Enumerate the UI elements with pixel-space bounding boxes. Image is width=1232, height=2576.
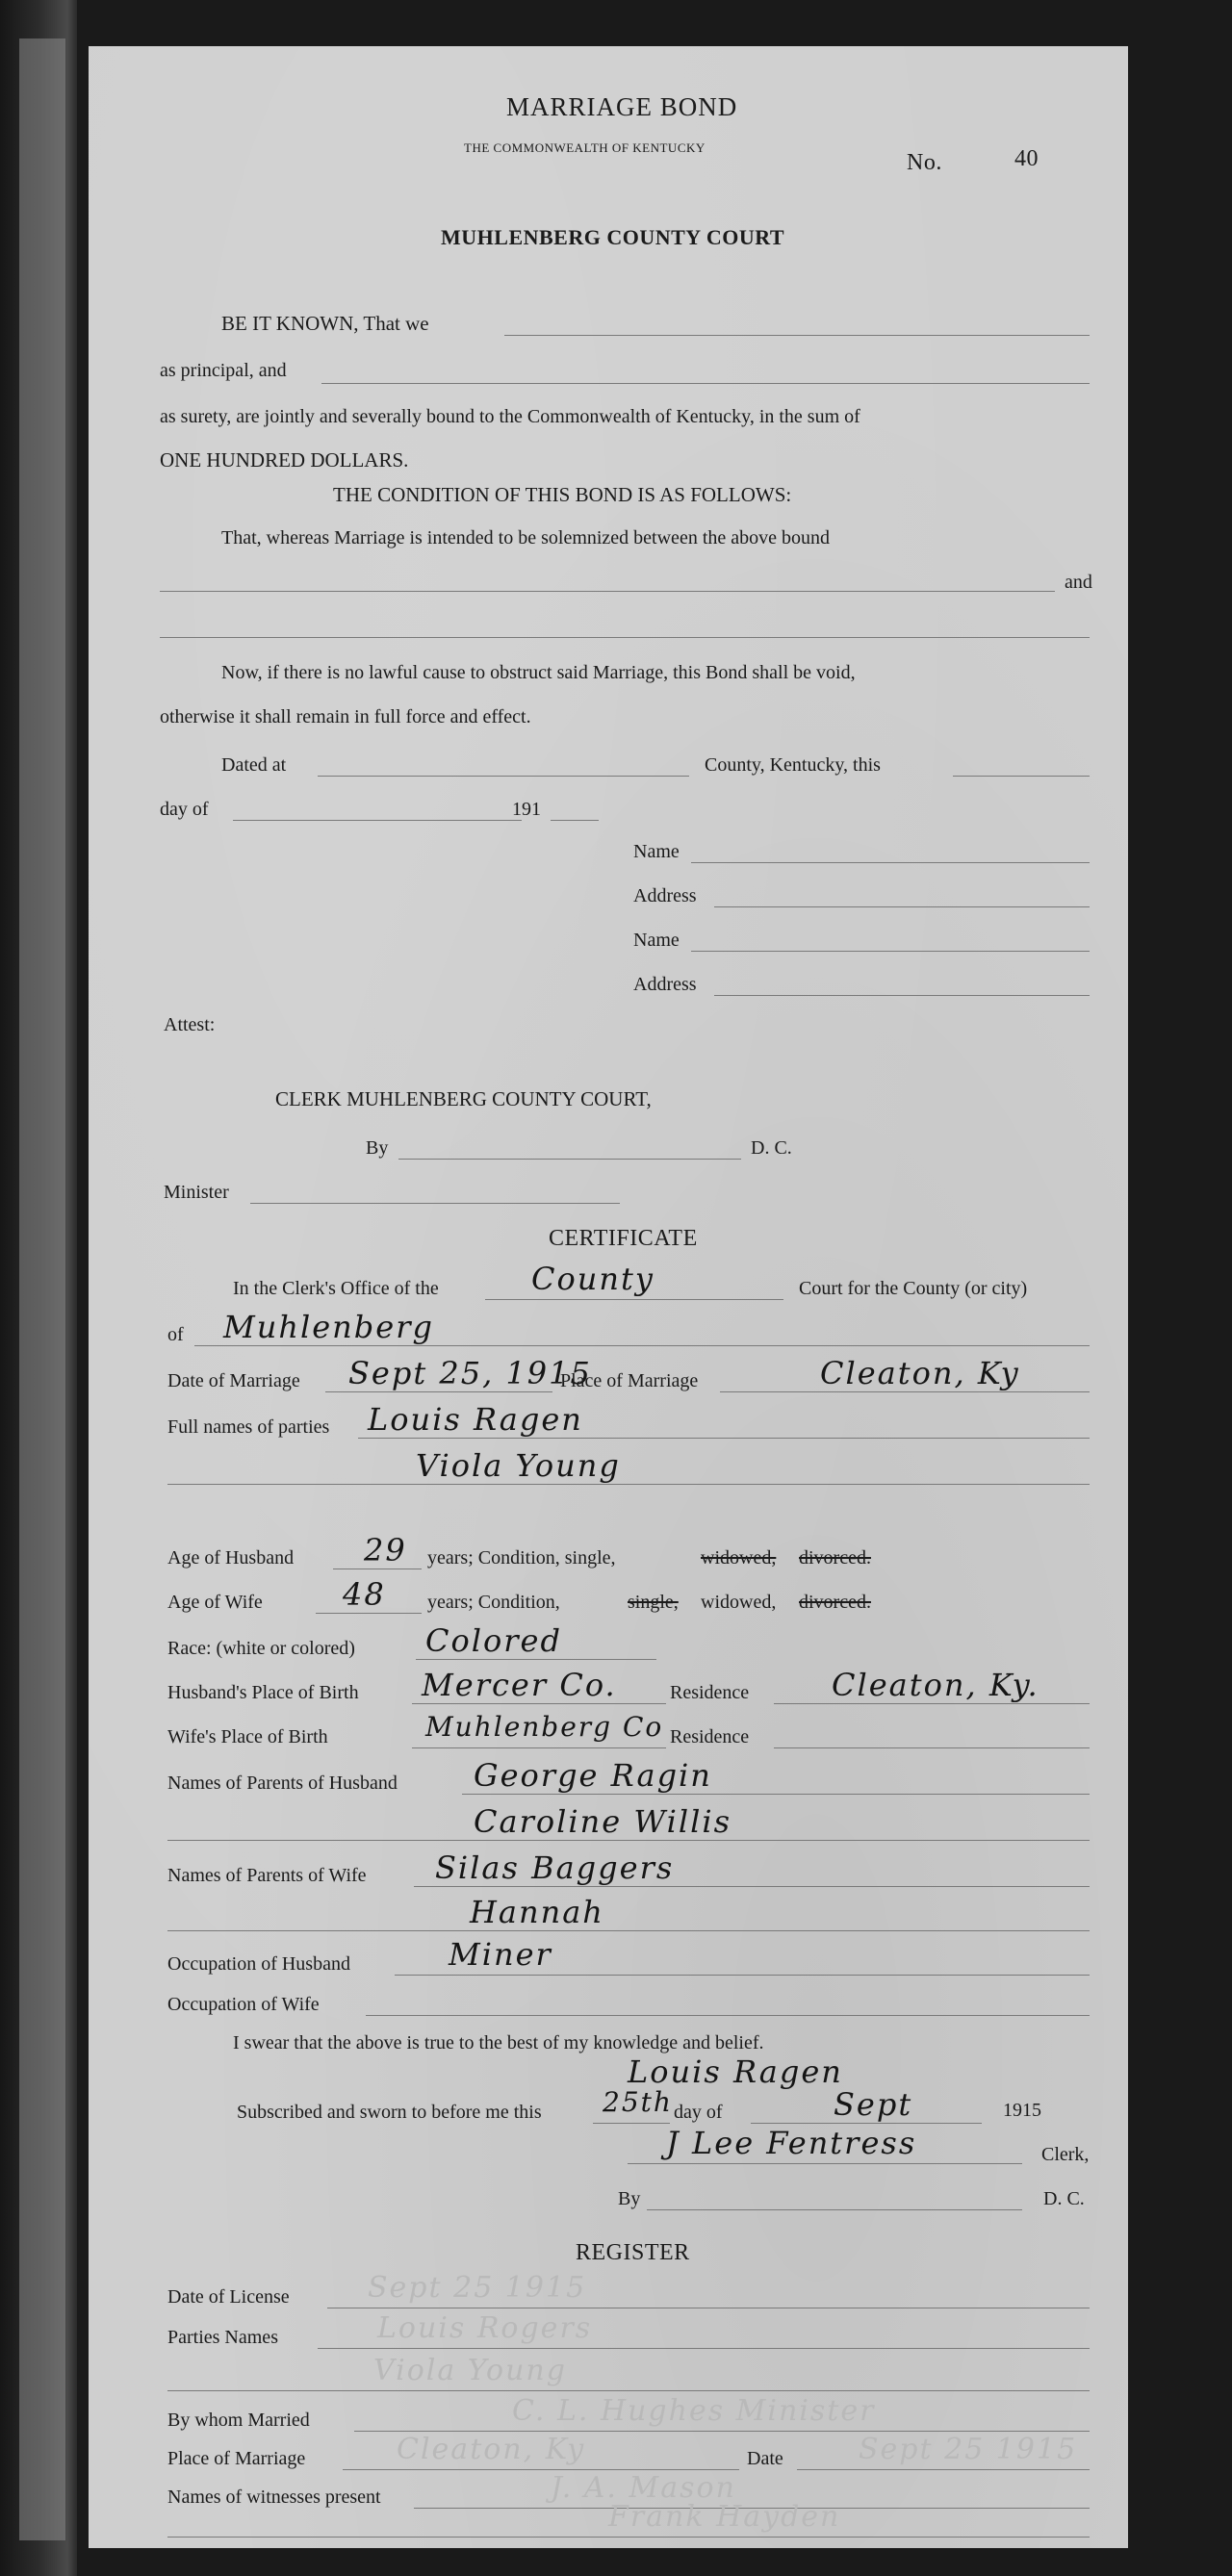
party2-line [167, 1484, 1090, 1485]
parent-husband-1-handwritten: George Ragin [474, 1757, 712, 1794]
wife-residence-line [774, 1747, 1090, 1748]
whereas-text: That, whereas Marriage is intended to be solemnized between the above bound [221, 527, 831, 548]
minister-line [250, 1203, 620, 1204]
witnesses-label: Names of witnesses present [167, 2487, 381, 2508]
parent-wife-2-handwritten: Hannah [470, 1894, 604, 1930]
wife-birth-line [412, 1747, 666, 1748]
document-subtitle: THE COMMONWEALTH OF KENTUCKY [464, 140, 706, 155]
age-wife-label: Age of Wife [167, 1592, 263, 1613]
name-label-2: Name [633, 930, 680, 951]
bond-dc-label: D. C. [751, 1137, 792, 1159]
year-line [551, 820, 599, 821]
date-license-label: Date of License [167, 2286, 290, 2308]
parents-wife-label: Names of Parents of Wife [167, 1865, 367, 1886]
lawful-cause-text: Now, if there is no lawful cause to obstruct said Marriage, this Bond shall be void, [221, 662, 856, 683]
marriage-bond-document [89, 46, 1128, 2548]
sworn-day-handwritten: 25th [603, 2086, 673, 2118]
county-kentucky-label: County, Kentucky, this [705, 754, 881, 776]
certificate-heading: CERTIFICATE [549, 1226, 698, 1251]
adjacent-page-strip [0, 0, 77, 2576]
occ-husband-handwritten: Miner [449, 1936, 552, 1973]
party1-handwritten: Louis Ragen [368, 1401, 583, 1438]
address-line-2 [714, 995, 1090, 996]
register-date-handwritten: Sept 25 1915 [859, 2433, 1078, 2466]
and-label: and [1065, 572, 1092, 593]
parents-husband-label: Names of Parents of Husband [167, 1773, 398, 1794]
register-heading: REGISTER [576, 2240, 690, 2265]
husband-residence-line [774, 1703, 1090, 1704]
wife-single-struck: single, [628, 1592, 679, 1613]
race-label: Race: (white or colored) [167, 1638, 355, 1659]
husband-residence-label: Residence [670, 1682, 750, 1703]
county-line [194, 1345, 1090, 1346]
parties-names-label: Parties Names [167, 2327, 278, 2348]
register-place-handwritten: Cleaton, Ky [397, 2433, 586, 2466]
bond-amount: ONE HUNDRED DOLLARS. [160, 448, 409, 472]
address-label-1: Address [633, 885, 697, 906]
age-wife-condition: years; Condition, [427, 1592, 560, 1613]
wife-birth-label: Wife's Place of Birth [167, 1726, 328, 1747]
witness2-line [167, 2537, 1090, 2538]
day-of-label-cert: day of [674, 2102, 723, 2123]
surety-name-line [321, 383, 1090, 384]
bond-by-label: By [366, 1137, 389, 1159]
parent-wife-1-line [414, 1886, 1090, 1887]
dated-at-label: Dated at [221, 754, 287, 776]
date-license-handwritten: Sept 25 1915 [368, 2271, 587, 2305]
wife-birth-handwritten: Muhlenberg Co [425, 1711, 664, 1743]
minister-label: Minister [164, 1182, 229, 1203]
by-whom-married-line [354, 2431, 1090, 2432]
of-label: of [167, 1324, 184, 1345]
witness1-handwritten: J. A. Mason [551, 2471, 736, 2505]
date-of-marriage-handwritten: Sept 25, 1915 [348, 1355, 592, 1391]
register-party2-handwritten: Viola Young [373, 2354, 567, 2387]
bond-number: 40 [1014, 146, 1039, 171]
year-prefix: 191 [512, 799, 541, 820]
subscribed-label: Subscribed and sworn to before me this [237, 2102, 542, 2123]
parent-husband-1-line [462, 1794, 1090, 1795]
document-title: MARRIAGE BOND [506, 92, 738, 121]
surety-text: as surety, are jointly and severally bound to the Commonwealth of Kentucky, in the sum of [160, 406, 860, 427]
dated-at-line [318, 776, 689, 777]
full-force-text: otherwise it shall remain in full force and effect. [160, 706, 531, 727]
occ-wife-label: Occupation of Wife [167, 1994, 320, 2015]
date-of-marriage-label: Date of Marriage [167, 1370, 300, 1391]
name-label-1: Name [633, 841, 680, 862]
county-name-handwritten: Muhlenberg [223, 1309, 434, 1345]
wife-divorced-struck: divorced. [799, 1592, 871, 1613]
by-whom-married-label: By whom Married [167, 2410, 310, 2431]
husband-residence-handwritten: Cleaton, Ky. [832, 1667, 1040, 1703]
parent-husband-2-handwritten: Caroline Willis [474, 1803, 732, 1840]
court-heading: MUHLENBERG COUNTY COURT [441, 225, 785, 249]
age-wife-line [316, 1613, 422, 1614]
age-husband-condition: years; Condition, single, [427, 1547, 616, 1569]
register-place-line [343, 2469, 739, 2470]
bound-party-line-2 [160, 637, 1090, 638]
parent-wife-1-handwritten: Silas Baggers [435, 1849, 675, 1886]
husband-widowed-struck: widowed, [701, 1547, 777, 1569]
husband-birth-label: Husband's Place of Birth [167, 1682, 359, 1703]
cert-clerk-label: Clerk, [1041, 2144, 1090, 2165]
cert-dc-label: D. C. [1043, 2188, 1085, 2209]
party-signature: Louis Ragen [628, 2053, 843, 2090]
register-party1-line [318, 2348, 1090, 2349]
address-label-2: Address [633, 974, 697, 995]
witness2-handwritten: Frank Hayden [608, 2500, 841, 2534]
full-names-label: Full names of parties [167, 1416, 330, 1438]
register-date-label: Date [747, 2448, 783, 2469]
condition-heading: THE CONDITION OF THIS BOND IS AS FOLLOWS: [333, 483, 792, 506]
number-label: No. [907, 150, 942, 175]
husband-birth-handwritten: Mercer Co. [422, 1667, 617, 1703]
cert-by-line [647, 2209, 1022, 2210]
register-party2-line [167, 2390, 1090, 2391]
day-of-label: day of [160, 799, 209, 820]
husband-birth-line [412, 1703, 666, 1704]
sworn-month-line [751, 2123, 982, 2124]
husband-divorced-struck: divorced. [799, 1547, 871, 1569]
court-for-label: Court for the County (or city) [799, 1278, 1028, 1299]
dated-day-line [953, 776, 1090, 777]
clerk-court-label: CLERK MUHLENBERG COUNTY COURT, [275, 1087, 652, 1110]
place-of-marriage-handwritten: Cleaton, Ky [820, 1355, 1020, 1391]
attest-label: Attest: [164, 1014, 216, 1035]
swear-text: I swear that the above is true to the best of my knowledge and belief. [233, 2032, 764, 2053]
as-principal-text: as principal, and [160, 360, 287, 381]
date-of-marriage-line [325, 1391, 552, 1392]
clerks-office-label: In the Clerk's Office of the [233, 1278, 439, 1299]
occ-husband-line [395, 1975, 1090, 1976]
address-line-1 [714, 906, 1090, 907]
parent-husband-2-line [167, 1840, 1090, 1841]
be-it-known-text: BE IT KNOWN, That we [221, 312, 429, 335]
clerk-signature-line [628, 2163, 1022, 2164]
sworn-month-handwritten: Sept [834, 2086, 913, 2123]
party1-line [358, 1438, 1090, 1439]
occ-husband-label: Occupation of Husband [167, 1953, 350, 1975]
sworn-year: 1915 [1003, 2100, 1041, 2121]
wife-widowed: widowed, [701, 1592, 777, 1613]
age-husband-handwritten: 29 [364, 1532, 407, 1569]
register-date-line [797, 2469, 1090, 2470]
wife-residence-label: Residence [670, 1726, 750, 1747]
cert-by-label: By [618, 2188, 641, 2209]
by-whom-married-handwritten: C. L. Hughes Minister [512, 2394, 876, 2428]
place-of-marriage-label: Place of Marriage [560, 1370, 699, 1391]
bound-party-line-1 [160, 591, 1055, 592]
clerk-signature: J Lee Fentress [666, 2125, 917, 2161]
name-line-1 [691, 862, 1090, 863]
court-type-handwritten: County [531, 1261, 654, 1297]
court-type-line [485, 1299, 783, 1300]
register-place-label: Place of Marriage [167, 2448, 306, 2469]
parent-wife-2-line [167, 1930, 1090, 1931]
principal-name-line [504, 335, 1090, 336]
occ-wife-line [366, 2015, 1090, 2016]
place-of-marriage-line [720, 1391, 1090, 1392]
race-handwritten: Colored [425, 1622, 562, 1659]
day-of-line [233, 820, 522, 821]
adjacent-page-edge [19, 38, 65, 2540]
race-line [416, 1659, 656, 1660]
bond-by-line [398, 1159, 741, 1160]
name-line-2 [691, 951, 1090, 952]
register-party1-handwritten: Louis Rogers [377, 2311, 593, 2345]
party2-handwritten: Viola Young [416, 1447, 621, 1484]
sworn-day-line [593, 2123, 670, 2124]
age-wife-handwritten: 48 [343, 1576, 386, 1613]
age-husband-label: Age of Husband [167, 1547, 295, 1569]
